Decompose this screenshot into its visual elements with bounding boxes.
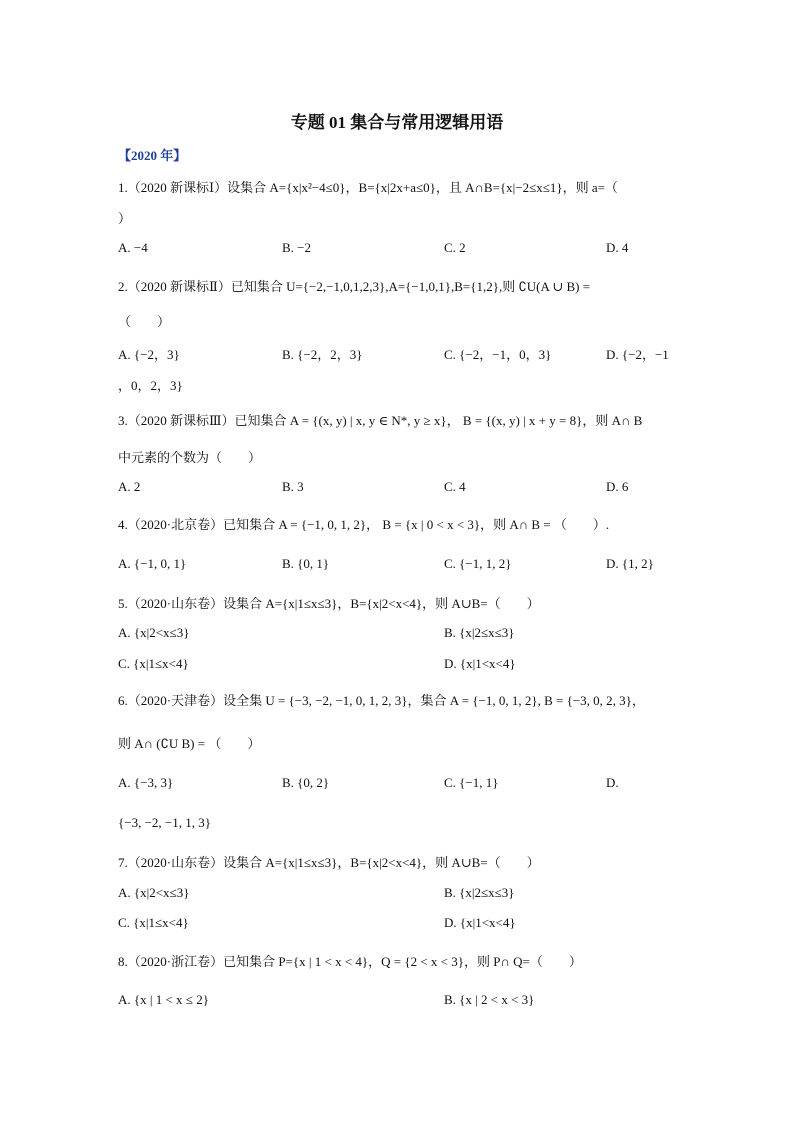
q4-option-b: B. {0, 1}: [282, 556, 330, 571]
q7-option-c: C. {x|1≤x<4}: [118, 915, 189, 930]
q1-option-b: B. −2: [282, 240, 312, 255]
question-6-stem-cont: 则 A∩ (∁U B) = （ ）: [118, 736, 261, 751]
question-2-stem-cont: （ ）: [118, 314, 171, 329]
question-1-stem: 1.（2020 新课标Ⅰ）设集合 A={x|x²−4≤0}，B={x|2x+a≤0}，且 A∩B={x|−2≤x≤1}，则 a=（: [118, 180, 618, 195]
q2-option-c: C. {−2，−1，0，3}: [444, 347, 552, 362]
question-3-stem-cont: 中元素的个数为（ ）: [118, 450, 262, 465]
q3-option-d: D. 6: [606, 479, 629, 494]
q2-option-d-cont: ，0，2，3}: [118, 378, 183, 393]
question-4-stem: 4.（2020·北京卷）已知集合 A = {−1, 0, 1, 2}， B = {x | 0 < x < 3}，则 A∩ B = （ ）.: [118, 517, 610, 532]
q6-option-b: B. {0, 2}: [282, 775, 330, 790]
question-6-stem: 6.（2020·天津卷）设全集 U = {−3, −2, −1, 0, 1, 2, 3}，集合 A = {−1, 0, 1, 2}, B = {−3, 0, 2, 3}，: [118, 693, 645, 708]
q4-option-a: A. {−1, 0, 1}: [118, 556, 187, 571]
q7-option-a: A. {x|2<x≤3}: [118, 885, 190, 900]
q5-option-a: A. {x|2<x≤3}: [118, 625, 190, 640]
q6-option-d: D.: [606, 775, 619, 790]
q4-option-c: C. {−1, 1, 2}: [444, 556, 512, 571]
q1-option-a: A. −4: [118, 240, 148, 255]
q2-option-a: A. {−2，3}: [118, 347, 180, 362]
q1-option-c: C. 2: [444, 240, 466, 255]
page-title: 专题 01 集合与常用逻辑用语: [290, 113, 504, 132]
q3-option-c: C. 4: [444, 479, 466, 494]
q6-option-c: C. {−1, 1}: [444, 775, 499, 790]
year-tag: 【2020 年】: [118, 148, 187, 163]
q2-option-b: B. {−2，2，3}: [282, 347, 363, 362]
q3-option-a: A. 2: [118, 479, 141, 494]
question-1-stem-cont: ）: [118, 211, 132, 226]
question-2-stem: 2.（2020 新课标Ⅱ）已知集合 U={−2,−1,0,1,2,3},A={−1,0,1},B={1,2},则 ∁U(A ∪ B) =: [118, 279, 591, 294]
q5-option-b: B. {x|2≤x≤3}: [444, 625, 515, 640]
question-3-stem: 3.（2020 新课标Ⅲ）已知集合 A = {(x, y) | x, y ∈ N*, y ≥ x}， B = {(x, y) | x + y = 8}，则 A∩ B: [118, 413, 643, 428]
q4-option-d: D. {1, 2}: [606, 556, 654, 571]
q5-option-c: C. {x|1≤x<4}: [118, 656, 189, 671]
q3-option-b: B. 3: [282, 479, 304, 494]
q7-option-d: D. {x|1<x<4}: [444, 915, 516, 930]
q5-option-d: D. {x|1<x<4}: [444, 656, 516, 671]
q2-option-d: D. {−2，−1: [606, 347, 669, 362]
question-7-stem: 7.（2020·山东卷）设集合 A={x|1≤x≤3}，B={x|2<x<4}，则 A∪B=（ ）: [118, 855, 540, 870]
q6-option-d-cont: {−3, −2, −1, 1, 3}: [118, 815, 211, 830]
q6-option-a: A. {−3, 3}: [118, 775, 174, 790]
question-8-stem: 8.（2020·浙江卷）已知集合 P={x | 1 < x < 4}，Q = {2 < x < 3}，则 P∩ Q=（ ）: [118, 954, 582, 969]
q8-option-a: A. {x | 1 < x ≤ 2}: [118, 992, 209, 1007]
question-5-stem: 5.（2020·山东卷）设集合 A={x|1≤x≤3}，B={x|2<x<4}，则 A∪B=（ ）: [118, 596, 540, 611]
q8-option-b: B. {x | 2 < x < 3}: [444, 992, 535, 1007]
q7-option-b: B. {x|2≤x≤3}: [444, 885, 515, 900]
q1-option-d: D. 4: [606, 240, 629, 255]
